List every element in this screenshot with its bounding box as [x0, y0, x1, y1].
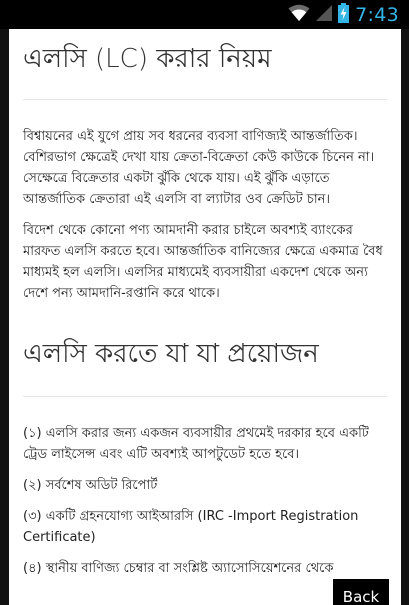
requirement-item: (১) এলসি করার জন্য একজন ব্যবসায়ীর প্রথমেই দরকার হবে একটি ট্রেড লাইসেন্স এবং এটি অবশ্যই আপটুডেট হতে হবে। [23, 426, 369, 462]
section-divider [23, 396, 387, 397]
section-heading: এলসি করতে যা যা প্রয়োজন [23, 339, 319, 369]
article-paragraph: বিশ্বায়নের এই যুগে প্রায় সব ধরনের ব্যবসা বাণিজ্যই আন্তর্জাতিক। বেশিরভাগ ক্ষেত্রেই দেখা যায় ক্রেতা-বিক্রেতা কেউ কাউকে চিনেন না। সেক্ষেত্রে বিক্রেতার একটা ঝুঁকি থেকে যায়। এই ঝুঁকি এড়াতে আন্তর্জাতিক ক্রেতারা এই এলসি বা ল্যাটার ওব ক্রেডিট চান। [23, 129, 375, 207]
title-divider [23, 99, 387, 100]
requirement-item: (২) সর্বশেষ অডিট রিপোর্ট [23, 478, 158, 493]
battery-charging-icon [338, 3, 349, 27]
article-title: এলসি (LC) করার নিয়ম [23, 44, 272, 74]
requirement-item: (৩) একটি গ্রহনযোগ্য আইআরসি (IRC -Import Registration Certificate) [23, 509, 359, 545]
back-button[interactable]: Back [333, 579, 389, 605]
article-content [9, 29, 401, 579]
status-icons [288, 3, 399, 27]
wifi-icon [288, 4, 310, 26]
article-paragraph: বিদেশ থেকে কোনো পণ্য আমদানী করার চাইলে অবশ্যই ব্যাংকের মারফত এলসি করতে হবে। আন্তর্জাতিক বানিজ্যের ক্ষেত্রে একমাত্র বৈধ মাধ্যমই হল এলসি। এলসির মাধ্যমেই ব্যবসায়ীরা একদেশ থেকে অন্য দেশে পন্য আমদানি-রপ্তানি করে থাকে। [23, 223, 383, 301]
signal-icon [316, 4, 332, 26]
requirement-item: (৪) স্থানীয় বাণিজ্য চেম্বার বা সংশ্লিষ্ট অ্যাসোসিয়েশনের থেকে [23, 561, 334, 576]
article-page[interactable] [9, 29, 401, 605]
status-clock: 7:43 [355, 4, 399, 26]
app-screen [0, 29, 409, 605]
status-bar [0, 0, 409, 29]
